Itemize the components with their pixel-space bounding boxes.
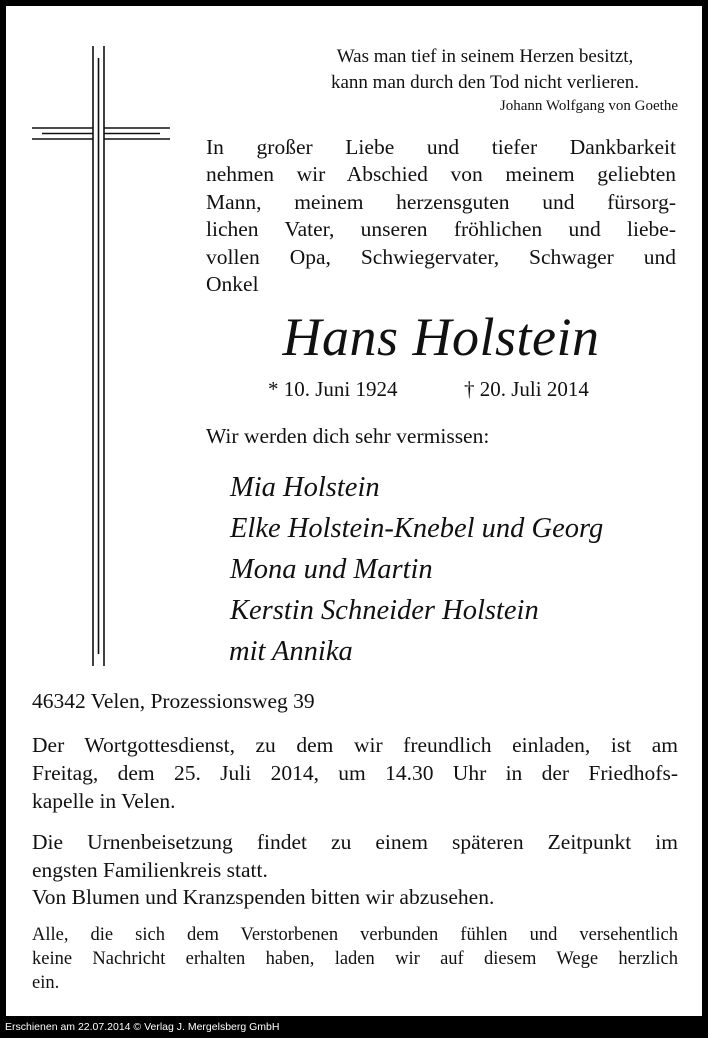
intro-line: Onkel <box>206 272 259 297</box>
intro-text <box>206 134 676 298</box>
service-line: kapelle in Velen. <box>32 788 176 813</box>
quote-line-1: Was man tief in seinem Herzen besitzt, <box>336 46 634 67</box>
obituary-notice <box>6 6 702 1016</box>
mourner-name: Mia Holstein <box>230 472 380 503</box>
address: 46342 Velen, Prozessionsweg 39 <box>32 689 315 713</box>
publication-footer: Erschienen am 22.07.2014 © Verlag J. Mergelsberg GmbH <box>0 1016 708 1038</box>
mourner-name: Kerstin Schneider Holstein <box>230 595 539 626</box>
intro-line: Mann, meinem herzensguten und fürsorg- <box>206 189 676 214</box>
cross-icon <box>6 6 206 706</box>
service-paragraph <box>32 732 678 815</box>
notice-paragraph <box>32 923 678 995</box>
service-line: Freitag, dem 25. Juli 2014, um 14.30 Uhr in der Friedhofs- <box>32 760 678 785</box>
urn-paragraph <box>32 829 678 885</box>
flowers-line: Von Blumen und Kranzspenden bitten wir abzusehen. <box>32 885 495 909</box>
mourner-name: mit Annika <box>229 636 353 667</box>
notice-line: Alle, die sich dem Verstorbenen verbunden fühlen und versehentlich <box>32 925 678 945</box>
flowers-paragraph <box>32 884 678 912</box>
urn-line: Die Urnenbeisetzung findet zu einem späteren Zeitpunkt im <box>32 830 678 854</box>
service-line: Der Wortgottesdienst, zu dem wir freundlich einladen, ist am <box>32 733 678 757</box>
quote-line-2: kann man durch den Tod nicht verlieren. <box>330 72 640 93</box>
deceased-name: Hans Holstein <box>282 307 600 367</box>
death-date: † 20. Juli 2014 <box>464 377 589 401</box>
intro-line: nehmen wir Abschied von meinem geliebten <box>206 162 676 187</box>
intro-line: vollen Opa, Schwiegervater, Schwager und <box>206 244 676 269</box>
urn-line: engsten Familienkreis statt. <box>32 857 268 882</box>
notice-line: keine Nachricht erhalten haben, laden wir auf diesem Wege herzlich <box>32 949 678 969</box>
notice-line: ein. <box>32 973 60 993</box>
birth-date: * 10. Juni 1924 <box>268 377 398 401</box>
intro-line: In großer Liebe und tiefer Dankbarkeit <box>206 135 676 159</box>
miss-text: Wir werden dich sehr vermissen: <box>206 424 490 448</box>
mourner-name: Mona und Martin <box>230 554 433 585</box>
quote-author: Johann Wolfgang von Goethe <box>499 98 678 114</box>
mourner-name: Elke Holstein-Knebel und Georg <box>230 513 604 544</box>
intro-line: lichen Vater, unseren fröhlichen und liebe- <box>206 217 676 242</box>
